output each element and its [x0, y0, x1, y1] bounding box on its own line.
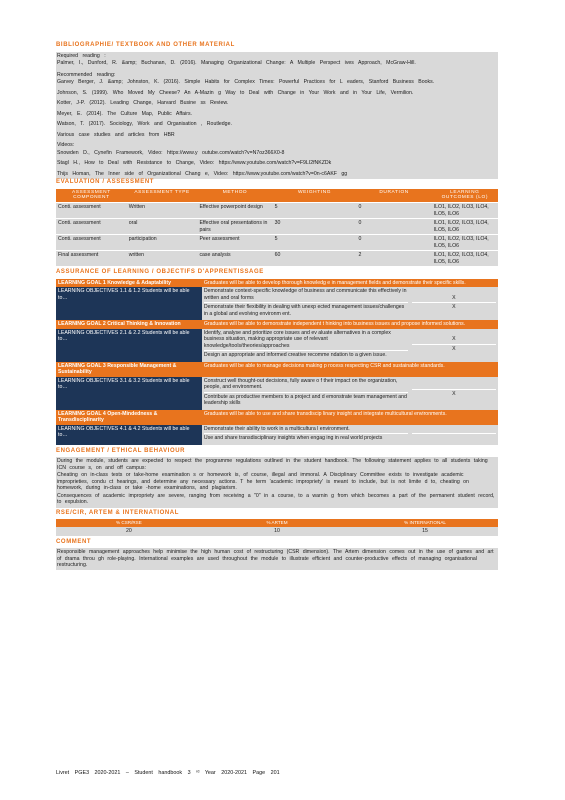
- assessment-weighting: 5: [273, 235, 357, 251]
- assessment-type: written: [127, 251, 198, 267]
- evaluation-header-row: [56, 189, 498, 203]
- review-title: RSE/CIR, ARTEM & INTERNATIONAL: [56, 509, 179, 516]
- comment-block: Responsible management approaches help minimise the high human cost of restructuring (CSR dimension). The Artem dimension comes out in the use of games and art of drama throu gh role-playing. International examples are used throughout the module to illustrate efficient and counter-productive effects of managing organisational restructuring.: [56, 548, 498, 570]
- video-entry: Stagl H., How to Deal with Resistance to Change, Video: https://www.youtube.com/watch?v=F9LI2fNKZDk: [57, 160, 332, 166]
- assessment-duration: 0: [357, 219, 432, 235]
- assessment-weighting: 60: [273, 251, 357, 267]
- column-header: % CSR/RSE: [56, 519, 202, 527]
- review-table: [56, 519, 498, 535]
- assessment-lo: ILO1, ILO2, ILO3, ILO4, ILO5, ILO6: [432, 219, 498, 235]
- reference-entry: Kotter, J-P. (2012). Leading Change, Harvard Busine ss Review.: [57, 100, 229, 106]
- learning-goal-description: Graduates will be able to use and share transdiscip linary insight and integrate multicultural environments.: [202, 410, 498, 425]
- learning-objectives-row: [56, 425, 498, 445]
- assessment-type: Written: [127, 203, 198, 219]
- assessment-component: Conti. assessment: [56, 219, 127, 235]
- learning-objective: Design an appropriate and informed creative recomme ndation to a given issue.: [203, 352, 387, 359]
- learning-goal: LEARNING GOAL 4 Open-Mindedness & Transdisciplinarity: [56, 410, 202, 425]
- objective-mark: [412, 432, 496, 434]
- reference-entry: Johnson, S. (1999). Who Moved My Cheese? An A-Mazin g Way to Deal with Change in Your Work and in Your Life, Vermilion.: [57, 89, 414, 96]
- engagement-paragraph: During the module, students are expected to respect the programme regulations outlined in the student handbook. The following statement applies to all students taking ICN course s, on and off campus:: [57, 458, 488, 471]
- learning-goal: LEARNING GOAL 3 Responsible Management & Sustainability: [56, 362, 202, 377]
- engagement-block: [56, 457, 498, 508]
- assessment-method: Effective oral presentations in pairs: [197, 219, 272, 235]
- reference-entry: Watson, T. (2017). Sociology, Work and Organisation , Routledge.: [57, 121, 232, 127]
- required-reading-text: Palmer, I., Dunford, R. &amp; Buchanan, D. (2016). Managing Organizational Change: A Multiple Perspect ives Approach, McGraw-Hill.: [57, 60, 416, 66]
- page-footer: Livret PGE3 2020-2021 – Student handbook 3 ʳᵈ Year 2020-2021 Page 201: [56, 770, 280, 776]
- learning-objectives-label: LEARNING OBJECTIVES 1.1 & 1.2 Students will be able to…: [56, 287, 202, 320]
- learning-objectives-label: LEARNING OBJECTIVES 2.1 & 2.2 Students will be able to…: [56, 329, 202, 362]
- assessment-lo: ILO1, ILO2, ILO3, ILO4, ILO5, ILO6: [432, 235, 498, 251]
- objective-mark: X: [452, 304, 456, 311]
- column-header: % INTERNATIONAL: [352, 519, 498, 527]
- assessment-duration: 0: [357, 235, 432, 251]
- learning-objectives-label: LEARNING OBJECTIVES 4.1 & 4.2 Students will be able to…: [56, 425, 202, 445]
- assessment-weighting: 30: [273, 219, 357, 235]
- video-entry: Thijs Homan, The Inner side of Organizational Chang e, Video: https://www.youtube.com/watch?v=0n-c6AKF gg: [57, 170, 348, 177]
- learning-objective: Identify, analyse and prioritize core issues and ev aluate alternatives in a complex business situation, making appropriate use of relevant knowledge/tools/theories/approaches: [204, 330, 408, 352]
- assessment-duration: 2: [357, 251, 432, 267]
- bibliography-block: [56, 52, 498, 180]
- objective-mark: [412, 388, 496, 390]
- assurance-table: [56, 279, 498, 445]
- reference-entry: Various case studies and articles from HBR: [57, 131, 175, 138]
- assessment-lo: ILO1, ILO2, ILO3, ILO4, ILO5, ILO6: [432, 203, 498, 219]
- videos-label: Videos:: [57, 142, 75, 148]
- learning-goal: LEARNING GOAL 1 Knowledge & Adaptability: [56, 279, 202, 288]
- learning-objectives-row: [56, 377, 498, 410]
- video-entry: Snowden D., Cynefin Framework, Video: https://www.y outube.com/watch?v=N7oz366X0-8: [57, 149, 285, 156]
- engagement-paragraph: Consequences of academic impropriety are severe, ranging from receiving a "0" in a course, to a warnin g from which becomes a part of the permanent student record, to expulsion.: [57, 492, 495, 506]
- assessment-method: Effective powerpoint design: [197, 203, 272, 219]
- table-row: [56, 219, 498, 235]
- learning-objective: Contribute as productive members to a project and d emonstrate team management and leadership skills: [203, 393, 407, 407]
- learning-goal-description: Graduates will be able to develop thorough knowledg e in management fields and demonstrate their specific skills.: [202, 279, 498, 288]
- recommended-reading-label: Recommended reading:: [57, 71, 116, 78]
- learning-objectives-row: [56, 329, 498, 362]
- assessment-type: participation: [127, 235, 198, 251]
- assessment-method: Peer assessment: [197, 235, 272, 251]
- assurance-title: ASSURANCE OF LEARNING / OBJECTIFS D'APPRENTISSAGE: [56, 269, 264, 276]
- engagement-paragraph: Cheating on in-class tests or take-home examination s or homework is, of course, illegal and immoral. A Disciplinary Committee exists to investigate academic improprieties, condu ct hearings, and determine any necessary actions. T he term 'academic impropriety' is meant to include, but is not limite d to, cheating on homework, during in-class or take -home examinations, and plagiarism.: [57, 472, 469, 492]
- column-header: WEIGHTING: [273, 189, 357, 203]
- international-percent: 15: [352, 527, 498, 536]
- assessment-type: oral: [127, 219, 198, 235]
- objective-mark: X: [412, 295, 496, 304]
- evaluation-table: [56, 189, 498, 267]
- learning-objective: Construct well thought-out decisions, fully aware o f their impact on the organization, people, and environment.: [204, 378, 408, 393]
- csr-percent: 20: [56, 527, 202, 536]
- learning-objective: Demonstrate their flexibility in dealing with unexp ected management issues/challenges in a global and evolving environm ent.: [203, 304, 405, 317]
- column-header: LEARNING OUTCOMES (LO): [432, 189, 498, 203]
- column-header: ASSESSMENT COMPONENT: [56, 189, 127, 203]
- learning-goal-row: [56, 410, 498, 425]
- column-header: METHOD: [197, 189, 272, 203]
- table-row: [56, 251, 498, 267]
- review-header-row: [56, 519, 498, 527]
- artem-percent: 10: [202, 527, 352, 536]
- objective-mark: [412, 435, 496, 436]
- learning-goal-row: [56, 362, 498, 377]
- table-row: [56, 203, 498, 219]
- bibliography-title: BIBLIOGRAPHIE/ TEXTBOOK AND OTHER MATERIAL: [56, 42, 235, 48]
- assessment-component: Final assessment: [56, 251, 127, 267]
- required-reading-label: Required reading :: [57, 52, 106, 59]
- learning-goal-description: Graduates will be able to demonstrate independent t hinking into business issues and propose informed solutions.: [202, 320, 498, 329]
- learning-objectives-label: LEARNING OBJECTIVES 3.1 & 3.2 Students will be able to…: [56, 377, 202, 410]
- column-header: % ARTEM: [202, 519, 352, 527]
- column-header: DURATION: [357, 189, 432, 203]
- table-row: [56, 527, 498, 536]
- objective-mark: X: [452, 390, 456, 397]
- learning-goal: LEARNING GOAL 2 Critical Thinking & Innovation: [56, 320, 202, 329]
- objective-mark: X: [452, 345, 456, 352]
- assessment-method: case analysis: [197, 251, 272, 267]
- assessment-lo: ILO1, ILO2, ILO3, ILO4, ILO5, ILO6: [432, 251, 498, 267]
- learning-goal-row: [56, 279, 498, 288]
- learning-objectives-row: [56, 287, 498, 320]
- learning-objective: Demonstrate their ability to work in a multicultura l environment.: [204, 426, 408, 435]
- comment-title: COMMENT: [56, 538, 92, 545]
- engagement-title: ENGAGEMENT / ETHICAL BEHAVIOUR: [56, 447, 186, 454]
- syllabus-page: [56, 42, 498, 570]
- assessment-component: Conti. assessment: [56, 203, 127, 219]
- reference-entry: Meyer, E. (2014). The Culture Map, Public Affairs.: [57, 110, 192, 117]
- table-row: [56, 235, 498, 251]
- learning-objective: Use and share transdisciplinary insights when engag ing in real world projects: [203, 435, 383, 442]
- learning-objective: Demonstrate context-specific knowledge of business and communicate this effectively in written and oral forms: [204, 288, 408, 303]
- reference-entry: Garvey Berger, J. &amp; Johnston, K. (2016). Simple Habits for Complex Times: Powerful Practices for L eaders, Stanford Business Books.: [57, 79, 435, 85]
- objective-mark: X: [412, 336, 496, 345]
- column-header: ASSESSMENT TYPE: [127, 189, 198, 203]
- assessment-duration: 0: [357, 203, 432, 219]
- learning-goal-row: [56, 320, 498, 329]
- assessment-weighting: 5: [273, 203, 357, 219]
- assessment-component: Conti. assessment: [56, 235, 127, 251]
- learning-goal-description: Graduates will be able to manage decisions making p rocess respecting CSR and sustainable standards.: [202, 362, 498, 377]
- evaluation-title: EVALUATION / ASSESSMENT: [56, 179, 155, 185]
